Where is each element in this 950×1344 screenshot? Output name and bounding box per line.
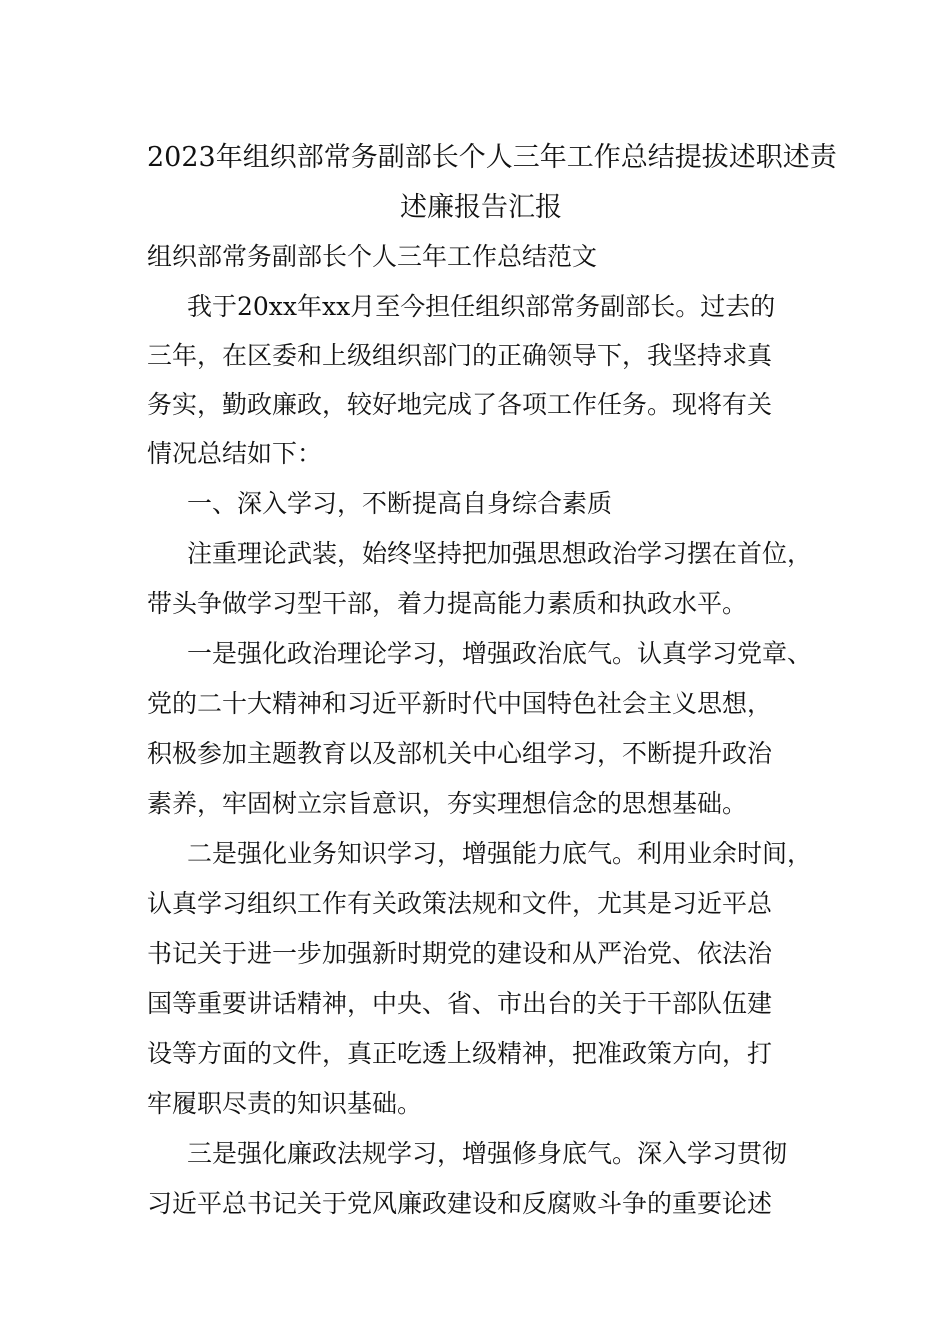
paragraph-line: 三是强化廉政法规学习，增强修身底气。深入学习贯彻: [187, 1139, 788, 1168]
paragraph-line: 三年，在区委和上级组织部门的正确领导下，我坚持求真: [147, 341, 773, 370]
paragraph-line: 情况总结如下：: [147, 439, 323, 468]
paragraph-line: 务实，勤政廉政，较好地完成了各项工作任务。现将有关: [147, 390, 773, 419]
paragraph-line: 书记关于进一步加强新时期党的建设和从严治党、依法治: [147, 939, 773, 968]
paragraph-line: 牢履职尽责的知识基础。: [147, 1089, 423, 1118]
paragraph-line: 认真学习组织工作有关政策法规和文件，尤其是习近平总: [147, 889, 773, 918]
paragraph-line: 素养，牢固树立宗旨意识，夯实理想信念的思想基础。: [147, 789, 748, 818]
document-title-line-1: 2023年组织部常务副部长个人三年工作总结提拔述职述责: [147, 142, 837, 173]
paragraph-line: 一是强化政治理论学习，增强政治底气。认真学习党章、: [187, 639, 813, 668]
paragraph-line: 习近平总书记关于党风廉政建设和反腐败斗争的重要论述: [147, 1189, 773, 1218]
paragraph-line: 二是强化业务知识学习，增强能力底气。利用业余时间，: [187, 839, 813, 868]
paragraph-line: 积极参加主题教育以及部机关中心组学习，不断提升政治: [147, 739, 773, 768]
paragraph-line: 国等重要讲话精神，中央、省、市出台的关于干部队伍建: [147, 989, 773, 1018]
section-heading: 一、深入学习，不断提高自身综合素质: [187, 489, 613, 518]
paragraph-line: 注重理论武装，始终坚持把加强思想政治学习摆在首位，: [187, 539, 813, 568]
document-title-line-2: 述廉报告汇报: [400, 192, 562, 223]
document-subtitle: 组织部常务副部长个人三年工作总结范文: [147, 242, 598, 271]
paragraph-line: 我于20xx年xx月至今担任组织部常务副部长。过去的: [187, 292, 776, 321]
paragraph-line: 设等方面的文件，真正吃透上级精神，把准政策方向，打: [147, 1039, 773, 1068]
paragraph-line: 带头争做学习型干部，着力提高能力素质和执政水平。: [147, 589, 748, 618]
paragraph-line: 党的二十大精神和习近平新时代中国特色社会主义思想，: [147, 689, 773, 718]
